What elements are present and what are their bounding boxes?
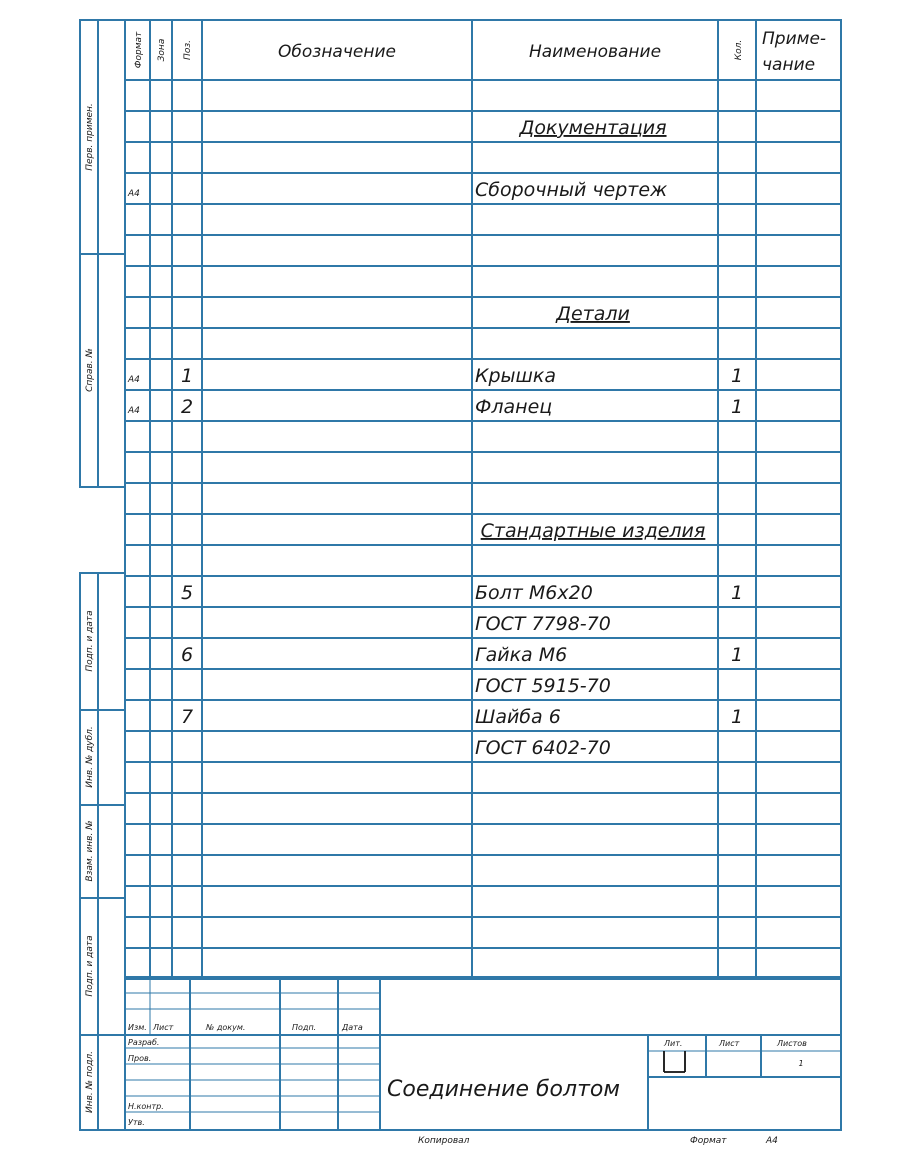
row-name: Фланец: [475, 396, 553, 418]
table-row: [181, 644, 743, 666]
row-pos: 7: [180, 706, 194, 728]
tb-sheet-label: Лист: [719, 1039, 740, 1048]
tb-col-izm: Изм.: [128, 1023, 147, 1032]
row-pos: 1: [180, 365, 194, 387]
row-format: А4: [128, 375, 140, 385]
footer-copied: Копировал: [418, 1136, 470, 1146]
row-name: Гайка М6: [475, 644, 568, 666]
row-name: Сборочный чертеж: [475, 179, 668, 201]
table-row: [555, 303, 630, 325]
footer-format-label: Формат: [690, 1136, 727, 1146]
header-qty: Кол.: [734, 39, 744, 61]
tb-col-list: Лист: [153, 1023, 174, 1032]
row-pos: 6: [180, 644, 194, 666]
table-row: [518, 117, 666, 139]
tb-role-n-kontr: Н.контр.: [128, 1102, 164, 1111]
footer-format-value: А4: [766, 1136, 778, 1146]
table-row: [127, 179, 667, 201]
side-label-vzam-inv: Взам. инв. №: [85, 820, 95, 882]
table-row: [481, 520, 706, 542]
header-note-line2: чание: [762, 55, 816, 75]
document-title: Соединение болтом: [387, 1077, 620, 1102]
table-row: [475, 613, 611, 635]
row-pos: 2: [180, 396, 194, 418]
tb-lit-label: Лит.: [664, 1039, 683, 1048]
row-format: А4: [128, 189, 140, 199]
header-designation: Обозначение: [278, 42, 396, 62]
header-format: Формат: [134, 31, 144, 69]
header-note-line1: Приме-: [762, 29, 827, 49]
side-label-perv-primen: Перв. примен.: [85, 103, 95, 171]
row-qty: 1: [730, 644, 744, 666]
tb-sheets-label: Листов: [777, 1039, 807, 1048]
table-row: [127, 365, 743, 387]
row-name: ГОСТ 5915-70: [475, 675, 611, 697]
row-lines: [125, 111, 841, 979]
table-rows: [127, 117, 743, 759]
side-label-podp-data-1: Подп. и дата: [85, 610, 95, 672]
row-qty: 1: [730, 706, 744, 728]
row-pos: 5: [180, 582, 194, 604]
row-qty: 1: [730, 396, 744, 418]
header-zone: Зона: [157, 38, 167, 62]
row-name: Крышка: [475, 365, 557, 387]
table-row: [475, 737, 611, 759]
side-label-inv-dubl: Инв. № дубл.: [85, 726, 95, 788]
row-name: Детали: [556, 303, 630, 325]
row-name: Шайба 6: [475, 706, 561, 728]
side-label-sprav-no: Справ. №: [85, 348, 95, 392]
table-row: [475, 675, 611, 697]
header-pos: Поз.: [183, 40, 193, 60]
tb-col-no-dokum: № докум.: [206, 1023, 246, 1032]
table-row: [181, 706, 743, 728]
row-name: Документация: [519, 117, 667, 139]
row-qty: 1: [730, 365, 744, 387]
table-row: [127, 396, 743, 418]
row-name: ГОСТ 7798-70: [475, 613, 611, 635]
row-name: Стандартные изделия: [480, 520, 706, 542]
side-label-podp-data-2: Подп. и дата: [85, 935, 95, 997]
tb-col-data: Дата: [342, 1023, 363, 1032]
row-format: А4: [128, 406, 140, 416]
row-name: ГОСТ 6402-70: [475, 737, 611, 759]
tb-role-prov: Пров.: [128, 1054, 152, 1063]
side-label-inv-podl: Инв. № подл.: [85, 1050, 95, 1114]
row-qty: 1: [730, 582, 744, 604]
table-row: [181, 582, 743, 604]
tb-col-podp: Подп.: [292, 1023, 317, 1032]
tb-role-razrab: Разраб.: [128, 1038, 160, 1047]
row-name: Болт М6х20: [475, 582, 593, 604]
header-name: Наименование: [528, 42, 662, 62]
tb-role-utv: Утв.: [128, 1118, 145, 1127]
tb-sheets-value: 1: [798, 1059, 804, 1068]
